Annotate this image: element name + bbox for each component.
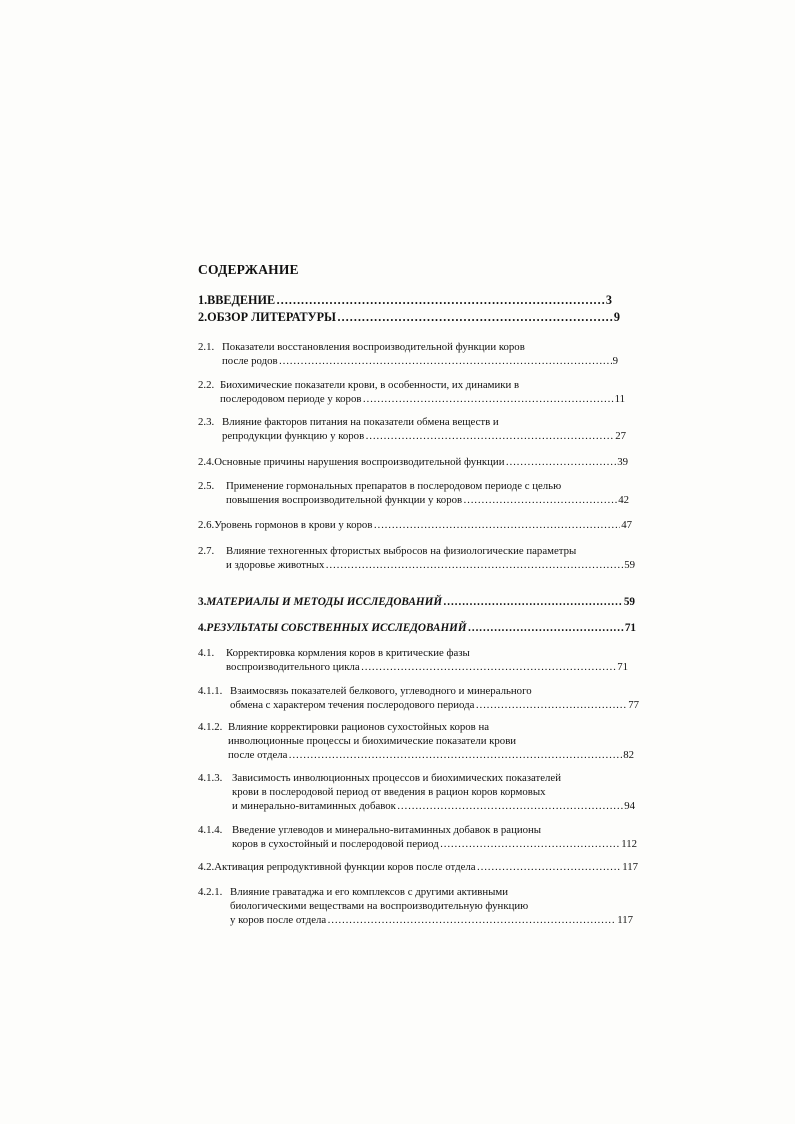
- toc-entry-4-1: [198, 646, 628, 674]
- entry-number: 4.1.2.: [198, 721, 223, 733]
- entry-title-line: Влияние факторов питания на показатели обмена веществ и: [222, 416, 499, 428]
- dot-leader: [365, 429, 614, 443]
- entry-number: 4.: [198, 622, 207, 634]
- dot-leader: [477, 860, 622, 874]
- entry-page: 117: [622, 861, 638, 873]
- entry-title-line: воспроизводительного цикла: [226, 661, 360, 673]
- toc-entry-4-1-2: [198, 720, 634, 762]
- entry-title-line: коров в сухостойный и послеродовой период: [232, 838, 439, 850]
- toc-entry-methods: [198, 595, 635, 609]
- entry-title: РЕЗУЛЬТАТЫ СОБСТВЕННЫХ ИССЛЕДОВАНИЙ: [206, 622, 467, 634]
- toc-entry-4-1-4: [198, 823, 637, 851]
- entry-title-line: крови в послеродовой период от введения в рацион коров кормовых: [232, 786, 546, 798]
- dot-leader: [475, 698, 627, 712]
- entry-title-line: обмена с характером течения послеродового периода: [230, 699, 475, 711]
- toc-entry-2-5: [198, 479, 629, 507]
- entry-title-line: после отдела: [228, 749, 288, 761]
- entry-number: 4.1.: [198, 647, 215, 659]
- entry-number: 4.1.3.: [198, 772, 223, 784]
- entry-page: 117: [617, 914, 633, 926]
- entry-page: 112: [621, 838, 637, 850]
- entry-number: 4.1.4.: [198, 824, 223, 836]
- toc-entry-2-1: [198, 340, 618, 368]
- entry-number: 2.6.: [198, 519, 215, 531]
- entry-title-line: и здоровье животных: [226, 559, 325, 571]
- entry-title-line: Корректировка кормления коров в критические фазы: [226, 647, 470, 659]
- entry-page: 39: [617, 456, 628, 468]
- toc-entry-review: [198, 310, 620, 324]
- entry-title-line: после родов: [222, 355, 278, 367]
- entry-title-line: инволюционные процессы и биохимические показатели крови: [228, 735, 517, 747]
- dot-leader: [362, 392, 613, 406]
- toc-entry-results: [198, 621, 636, 635]
- entry-page: 42: [618, 494, 629, 506]
- entry-title-line: Влияние граватаджа и его комплексов с другими активными: [230, 886, 509, 898]
- entry-page: 59: [624, 559, 635, 571]
- entry-page: 94: [624, 800, 635, 812]
- entry-title-line: биологическими веществами на воспроизводительную функцию: [230, 900, 529, 912]
- dot-leader: [279, 354, 612, 368]
- entry-title-line: у коров после отдела: [230, 914, 327, 926]
- entry-title: ВВЕДЕНИЕ: [207, 293, 276, 307]
- entry-page: 77: [628, 699, 639, 711]
- toc-entry-2-4: [198, 455, 628, 469]
- entry-title: МАТЕРИАЛЫ И МЕТОДЫ ИССЛЕДОВАНИЙ: [206, 596, 443, 608]
- entry-number: 1.: [198, 293, 208, 307]
- entry-number: 2.7.: [198, 545, 215, 557]
- toc-entry-2-7: [198, 544, 635, 572]
- dot-leader: [468, 621, 624, 635]
- entry-page: 11: [614, 393, 625, 405]
- entry-page: 9: [613, 310, 620, 324]
- toc-entry-2-2: [198, 378, 625, 406]
- dot-leader: [463, 493, 617, 507]
- dot-leader: [443, 595, 623, 609]
- entry-title: Уровень гормонов в крови у коров: [214, 519, 373, 531]
- entry-title-line: Влияние техногенных фтористых выбросов на физиологические параметры: [226, 545, 577, 557]
- dot-leader: [288, 748, 622, 762]
- entry-page: 82: [623, 749, 634, 761]
- entry-title-line: Введение углеводов и минерально-витаминных добавок в рационы: [232, 824, 542, 836]
- entry-page: 9: [612, 355, 618, 367]
- entry-page: 71: [617, 661, 628, 673]
- entry-number: 2.5.: [198, 480, 215, 492]
- entry-page: 3: [605, 293, 612, 307]
- entry-title-line: послеродовом периоде у коров: [220, 393, 362, 405]
- entry-page: 59: [623, 596, 635, 608]
- entry-title: Основные причины нарушения воспроизводительной функции: [214, 456, 505, 468]
- entry-number: 4.2.: [198, 861, 215, 873]
- toc-entry-2-3: [198, 415, 626, 443]
- dot-leader: [276, 293, 605, 307]
- entry-title: Активация репродуктивной функции коров после отдела: [214, 861, 476, 873]
- entry-number: 2.: [198, 310, 208, 324]
- toc-entry-4-1-3: [198, 771, 635, 813]
- entry-number: 2.2.: [198, 379, 215, 391]
- entry-number: 4.2.1.: [198, 886, 223, 898]
- toc-entry-intro: [198, 293, 612, 307]
- entry-title-line: Показатели восстановления воспроизводительной функции коров: [222, 341, 525, 353]
- dot-leader: [373, 518, 620, 532]
- dot-leader: [337, 310, 613, 324]
- entry-title-line: повышения воспроизводительной функции у коров: [226, 494, 463, 506]
- dot-leader: [397, 799, 623, 813]
- dot-leader: [325, 558, 623, 572]
- entry-number: 2.1.: [198, 341, 215, 353]
- toc-entry-4-2-1: [198, 885, 633, 927]
- dot-leader: [327, 913, 616, 927]
- entry-number: 4.1.1.: [198, 685, 223, 697]
- entry-page: 27: [615, 430, 626, 442]
- entry-title-line: Взаимосвязь показателей белкового, углеводного и минерального: [230, 685, 532, 697]
- entry-page: 47: [621, 519, 632, 531]
- entry-title-line: Зависимость инволюционных процессов и биохимических показателей: [232, 772, 561, 784]
- entry-title-line: и минерально-витаминных добавок: [232, 800, 396, 812]
- entry-number: 2.4.: [198, 456, 215, 468]
- dot-leader: [440, 837, 620, 851]
- entry-page: 71: [624, 622, 636, 634]
- entry-title-line: Применение гормональных препаратов в послеродовом периоде с целью: [226, 480, 562, 492]
- dot-leader: [505, 455, 616, 469]
- dot-leader: [361, 660, 616, 674]
- entry-title-line: Биохимические показатели крови, в особенности, их динамики в: [220, 379, 520, 391]
- toc-entry-2-6: [198, 518, 632, 532]
- entry-title-line: Влияние корректировки рационов сухостойных коров на: [228, 721, 490, 733]
- entry-number: 2.3.: [198, 416, 215, 428]
- entry-title: ОБЗОР ЛИТЕРАТУРЫ: [207, 310, 336, 324]
- page-title: СОДЕРЖАНИЕ: [198, 262, 299, 277]
- entry-title-line: репродукции функцию у коров: [222, 430, 365, 442]
- entry-number: 3.: [198, 596, 207, 608]
- toc-entry-4-2: [198, 860, 638, 874]
- toc-entry-4-1-1: [198, 684, 639, 712]
